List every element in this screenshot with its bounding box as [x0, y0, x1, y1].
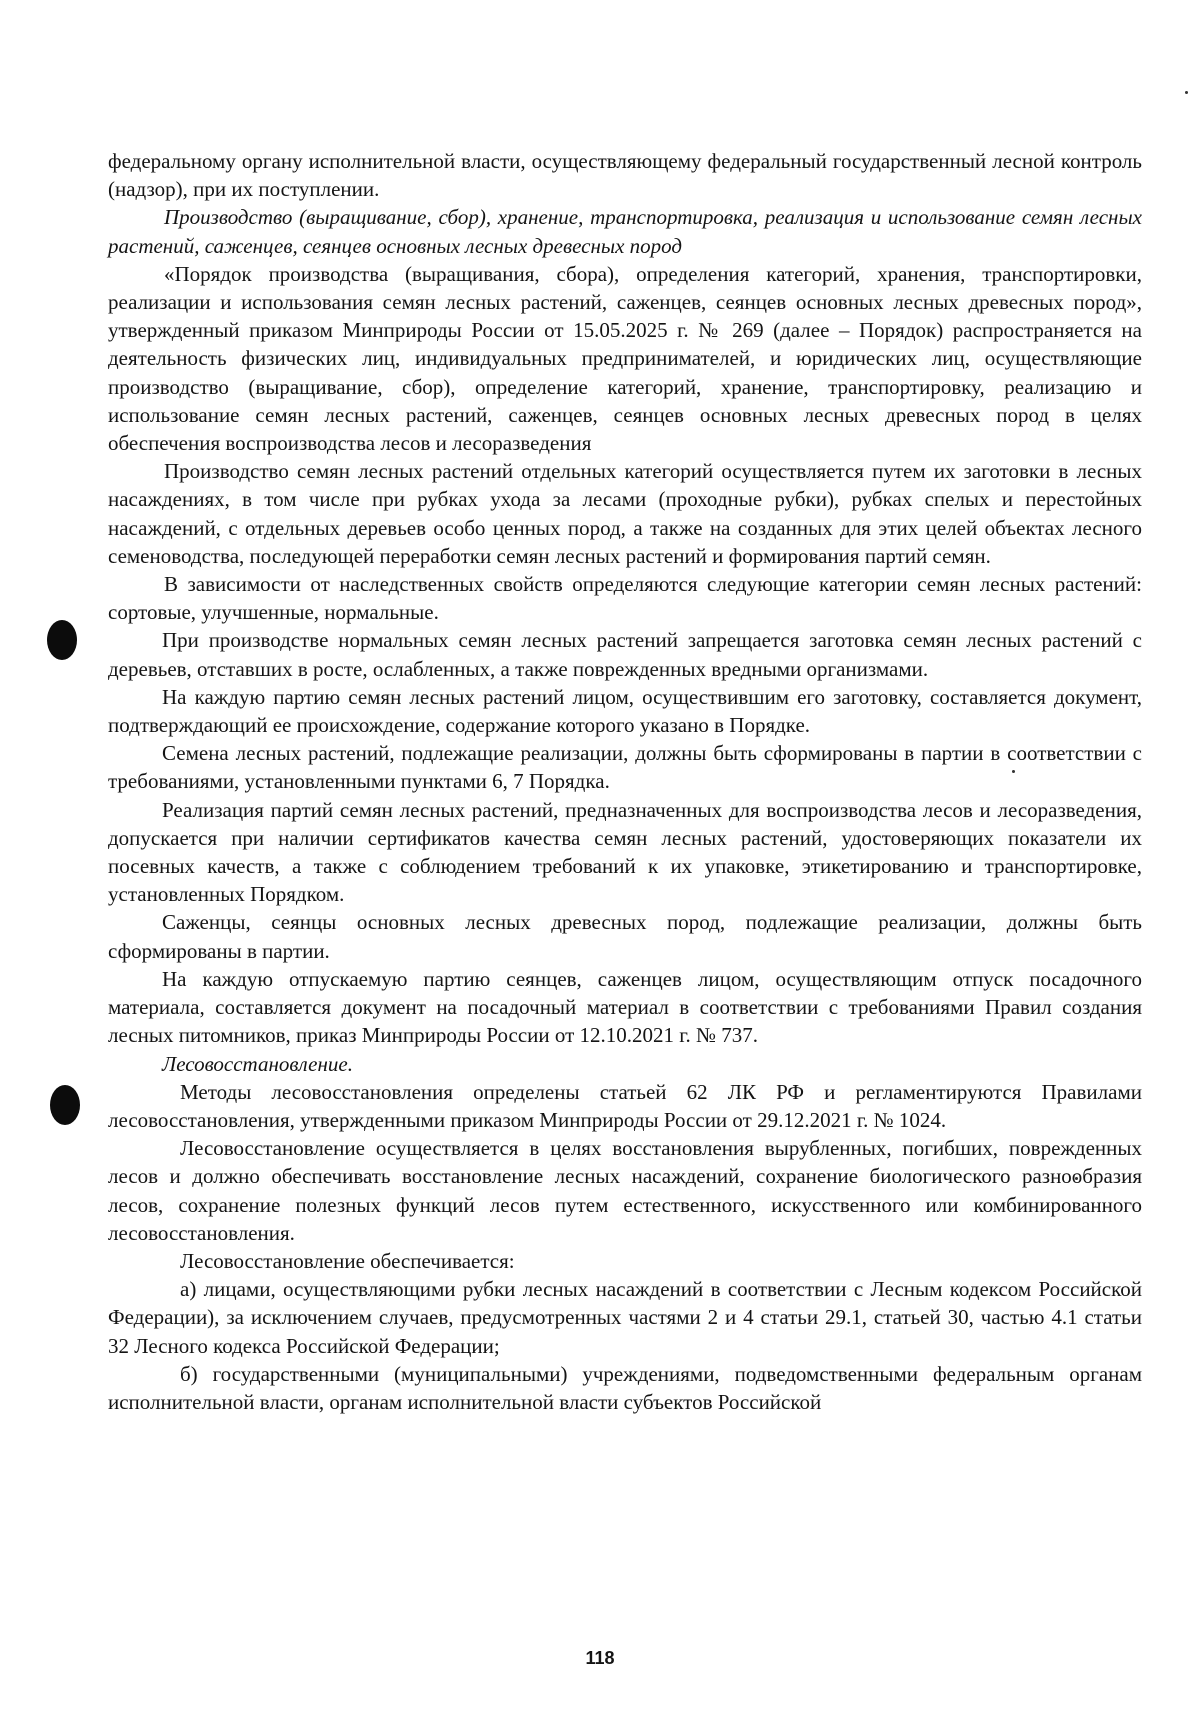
paragraph: Методы лесовосстановления определены статьей 62 ЛК РФ и регламентируются Правилами лесовосстановления, утвержденными приказом Минприроды России от 29.12.2021 г. № 1024. [108, 1079, 1142, 1132]
section-heading: Лесовосстановление. [162, 1051, 353, 1076]
document-body [108, 147, 1142, 1416]
paragraph: На каждую партию семян лесных растений лицом, осуществившим его заготовку, составляется документ, подтверждающий ее происхождение, содержание которого указано в Порядке. [108, 684, 1142, 738]
paragraph: Лесовосстановление осуществляется в целях восстановления вырубленных, погибших, поврежденных лесов и должно обеспечивать восстановление лесных насаждений, сохранение биологического разнообразия лесов, сохранение полезных функций лесов путем естественного, искусственного или комбинированного лесовосстановления. [108, 1136, 1142, 1245]
list-item: б) государственными (муниципальными) учреждениями, подведомственными федеральным органам исполнительной власти, органам исполнительной власти субъектов Российской [108, 1361, 1142, 1414]
paragraph: При производстве нормальных семян лесных растений запрещается заготовка семян лесных растений с деревьев, отставших в росте, ослабленных, а также поврежденных вредными организмами. [108, 628, 1142, 681]
paragraph: «Порядок производства (выращивания, сбора), определения категорий, хранения, транспортировки, реализации и использования семян лесных растений, саженцев, сеянцев основных лесных древесных пород», утвержденный приказом Минприроды России от 15.05.2025 г. № 269 (далее – Порядок) распространяется на деятельность физических лиц, индивидуальных предпринимателей, и юридических лиц, осуществляющие производство (выращивание, сбор), определение категорий, хранение, транспортировку, реализацию и использование семян лесных растений, саженцев, сеянцев основных лесных древесных пород в целях обеспечения воспроизводства лесов и лесоразведения [108, 261, 1142, 456]
paragraph: Саженцы, сеянцы основных лесных древесных пород, подлежащие реализации, должны быть сформированы в партии. [108, 910, 1142, 963]
section-heading: Производство (выращивание, сбор), хранение, транспортировка, реализация и использование семян лесных растений, саженцев, сеянцев основных лесных древесных пород [108, 205, 1142, 258]
paragraph: Реализация партий семян лесных растений, предназначенных для воспроизводства лесов и лесоразведения, допускается при наличии сертификатов качества семян лесных растений, удостоверяющих показатели их посевных качеств, а также с соблюдением требований к их упаковке, этикетированию и транспортировке, установленных Порядком. [108, 797, 1142, 907]
list-item: а) лицами, осуществляющими рубки лесных насаждений в соответствии с Лесным кодексом Российской Федерации), за исключением случаев, предусмотренных частями 2 и 4 статьи 29.1, статьей 30, частью 4.1 статьи 32 Лесного кодекса Российской Федерации; [108, 1277, 1142, 1358]
punch-hole [47, 620, 77, 660]
paragraph: федеральному органу исполнительной власти, осуществляющему федеральный государственный лесной контроль (надзор), при их поступлении. [108, 149, 1142, 202]
paragraph: В зависимости от наследственных свойств определяются следующие категории семян лесных растений: сортовые, улучшенные, нормальные. [108, 572, 1142, 625]
paragraph: Производство семян лесных растений отдельных категорий осуществляется путем их заготовки в лесных насаждениях, в том числе при рубках ухода за лесами (проходные рубки), рубках спелых и перестойных насаждений, с отдельных деревьев особо ценных пород, а также на созданных для этих целей объектах лесного семеноводства, последующей переработки семян лесных растений и формирования партий семян. [108, 459, 1142, 568]
paragraph: На каждую отпускаемую партию сеянцев, саженцев лицом, осуществляющим отпуск посадочного материала, составляется документ на посадочный материал в соответствии с требованиями Правил создания лесных питомников, приказ Минприроды России от 12.10.2021 г. № 737. [108, 966, 1142, 1048]
page-number: 118 [585, 1648, 615, 1668]
punch-hole [50, 1085, 80, 1125]
scan-speck [1185, 91, 1188, 94]
paragraph: Семена лесных растений, подлежащие реализации, должны быть сформированы в партии в соответствии с требованиями, установленными пунктами 6, 7 Порядка. [108, 741, 1142, 794]
paragraph: Лесовосстановление обеспечивается: [180, 1248, 515, 1273]
